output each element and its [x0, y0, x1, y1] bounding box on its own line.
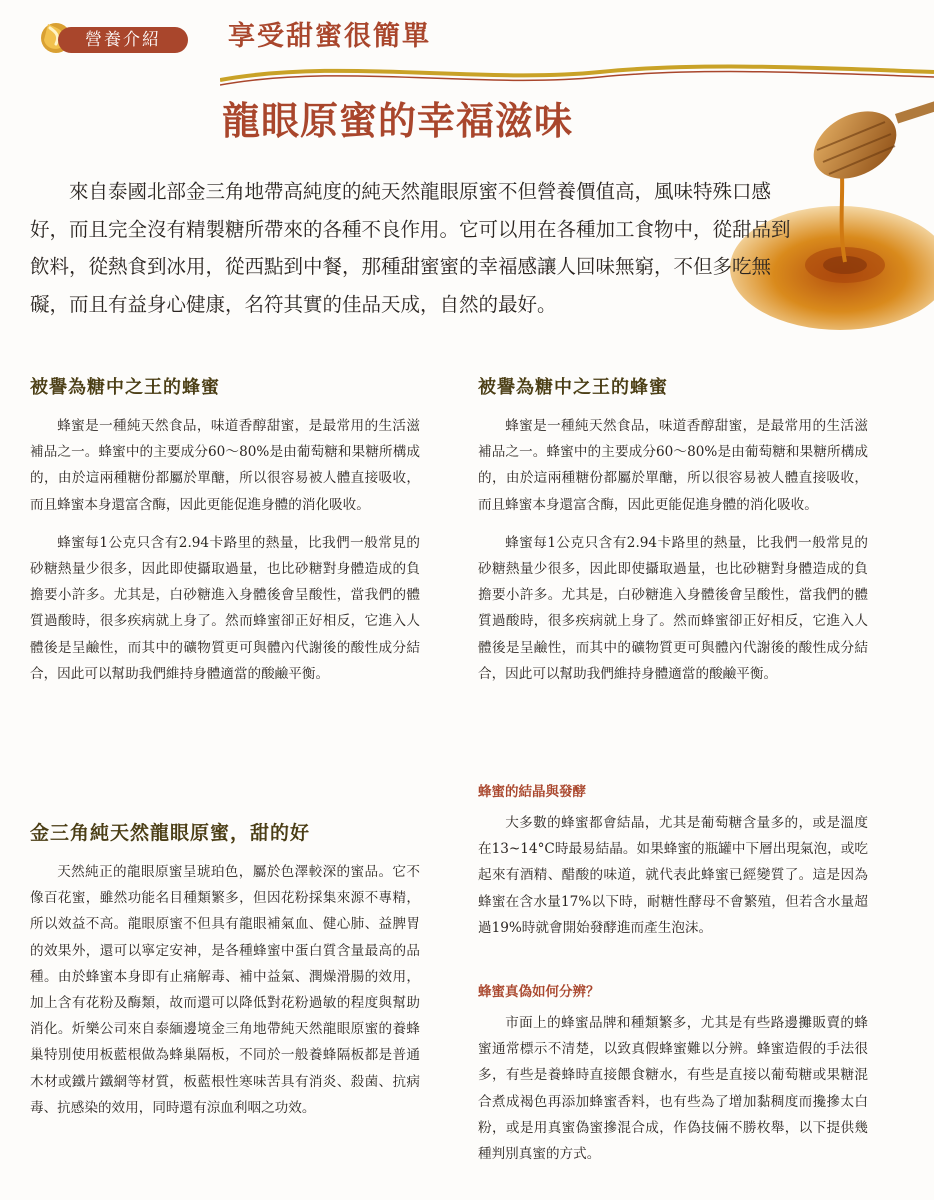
section-badge	[34, 14, 192, 54]
kicker-title: 享受甜蜜很簡單	[228, 21, 431, 52]
page-title: 龍眼原蜜的幸福滋味	[222, 99, 574, 143]
section-badge-label: 營養介紹	[58, 27, 188, 53]
left-paragraph-2: 蜂蜜每1公克只含有2.94卡路里的熱量，比我們一般常見的砂糖熱量少很多，因此即使攝取過量，也比砂糖對身體造成的負擔要小許多。尤其是，白砂糖進入身體後會呈酸性，當我們的體質過酸時，很多疾病就上身了。然而蜂蜜卻正好相反，它進入人體後是呈鹼性，而其中的礦物質更可與體內代謝後的酸性成分結合，因此可以幫助我們維持身體適當的酸鹼平衡。	[30, 534, 420, 682]
right-section-2	[478, 780, 868, 953]
right-paragraph-1: 蜂蜜是一種純天然食品，味道香醇甜蜜，是最常用的生活滋補品之一。蜂蜜中的主要成分60～80%是由葡萄糖和果糖所構成的，由於這兩種糖份都屬於單醣，所以很容易被人體直接吸收，而且蜂蜜本身還富含酶，因此更能促進身體的消化吸收。	[478, 418, 868, 513]
left-section-2	[30, 818, 420, 1133]
right-column	[478, 373, 868, 699]
left-heading: 被譽為糖中之王的蜂蜜	[30, 377, 220, 398]
right-paragraph-2: 蜂蜜每1公克只含有2.94卡路里的熱量，比我們一般常見的砂糖熱量少很多，因此即使攝取過量，也比砂糖對身體造成的負擔要小許多。尤其是，白砂糖進入身體後會呈酸性，當我們的體質過酸時，很多疾病就上身了。然而蜂蜜卻正好相反，它進入人體後是呈鹼性，而其中的礦物質更可與體內代謝後的酸性成分結合，因此可以幫助我們維持身體適當的酸鹼平衡。	[478, 534, 868, 682]
right-section3-heading: 蜂蜜真偽如何分辨？	[478, 984, 600, 1000]
left-section2-paragraph: 天然純正的龍眼原蜜呈琥珀色，屬於色澤較深的蜜品。它不像百花蜜，雖然功能名目種類繁多，但因花粉採集來源不專精，所以效益不高。龍眼原蜜不但具有龍眼補氣血、健心肺、益脾胃的效果外，還可以寧定安神，是各種蜂蜜中蛋白質含量最高的品種。由於蜂蜜本身即有止痛解毒、補中益氣、潤燥滑腸的效用，加上含有花粉及酶類，故而還可以降低對花粉過敏的程度與幫助消化。炘樂公司來自泰緬邊境金三角地帶純天然龍眼原蜜的養蜂巢特別使用板藍根做為蜂巢隔板，不同於一般養蜂隔板都是普通木材或鐵片鐵網等材質，板藍根性寒味苦具有消炎、殺菌、抗病毒、抗感染的效用，同時還有涼血利咽之功效。	[30, 864, 420, 1116]
decorative-rule	[220, 54, 934, 94]
left-column	[30, 373, 420, 699]
intro-text	[30, 173, 800, 323]
left-paragraph-1: 蜂蜜是一種純天然食品，味道香醇甜蜜，是最常用的生活滋補品之一。蜂蜜中的主要成分60～80%是由葡萄糖和果糖所構成的，由於這兩種糖份都屬於單醣，所以很容易被人體直接吸收，而且蜂蜜本身還富含酶，因此更能促進身體的消化吸收。	[30, 418, 420, 513]
intro-paragraph: 來自泰國北部金三角地帶高純度的純天然龍眼原蜜不但營養價值高，風味特殊口感好，而且完全沒有精製糖所帶來的各種不良作用。它可以用在各種加工食物中，從甜品到飲料，從熱食到冰用，從西點到中餐，那種甜蜜蜜的幸福感讓人回味無窮，不但多吃無礙，而且有益身心健康，名符其實的佳品天成，自然的最好。	[30, 180, 791, 316]
right-section2-heading: 蜂蜜的結晶與發酵	[478, 784, 586, 800]
right-section3-paragraph: 市面上的蜂蜜品牌和種類繁多，尤其是有些路邊攤販賣的蜂蜜通常標示不清楚，以致真假蜂蜜難以分辨。蜂蜜造假的手法很多，有些是養蜂時直接餵食糖水，有些是直接以葡萄糖或果糖混合煮成褐色再添加蜂蜜香料，也有些為了增加黏稠度而攙摻太白粉，或是用真蜜偽蜜摻混合成，作偽技倆不勝枚舉，以下提供幾種判別真蜜的方式。	[478, 1015, 868, 1163]
right-heading: 被譽為糖中之王的蜂蜜	[478, 377, 668, 398]
right-section2-paragraph: 大多數的蜂蜜都會結晶，尤其是葡萄糖含量多的，或是溫度在13~14°C時最易結晶。如果蜂蜜的瓶罐中下層出現氣泡，或吃起來有酒精、醋酸的味道，就代表此蜂蜜已經變質了。這是因為蜂蜜在含水量17%以下時，耐糖性酵母不會繁殖，但若含水量超過19%時就會開始發酵進而產生泡沫。	[478, 815, 868, 936]
right-section-3	[478, 980, 868, 1179]
left-section2-heading: 金三角純天然龍眼原蜜，甜的好	[30, 822, 311, 844]
